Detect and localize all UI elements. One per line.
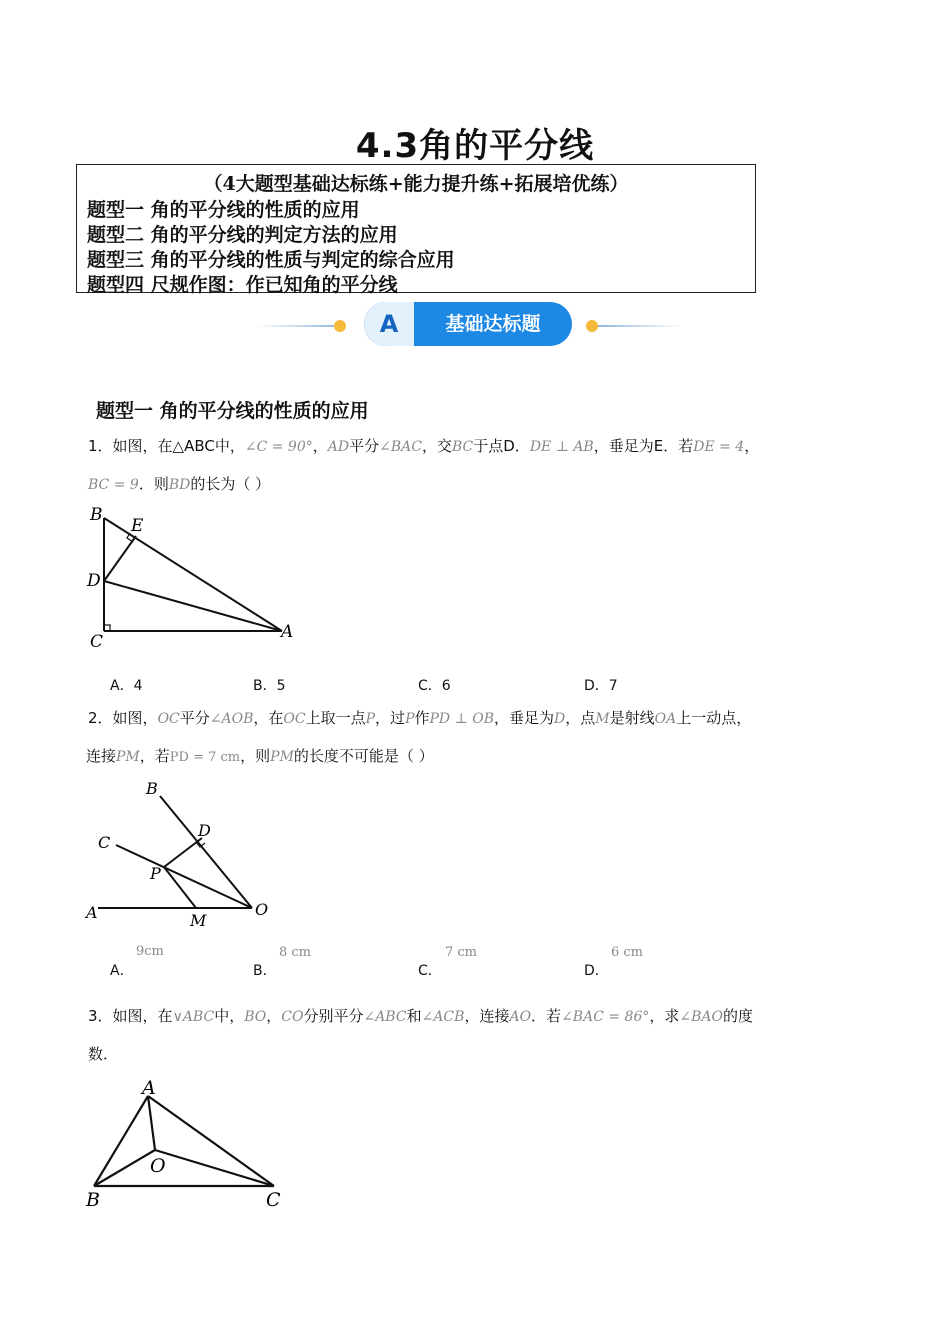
figure-q1 [80,500,300,650]
option-letter: C． [418,963,442,979]
text: ，若 [139,747,170,765]
text: ，连接 [464,1007,510,1025]
text: ，点 [565,709,596,727]
text: 上取一点 [305,709,366,727]
math: BC = 9 [88,477,139,493]
text: ，则 [240,747,271,765]
label-O: O [255,900,269,919]
text: 连接 [86,747,117,765]
math: DE = 4 [693,439,745,455]
option-letter: B． [253,963,277,979]
section-banner [364,302,572,346]
text: ， [312,437,328,455]
text: ， [744,437,760,455]
text: 中， [214,1007,245,1025]
label-B: B [146,779,158,798]
math: ∠BAO [679,1009,723,1025]
text: ， [266,1007,282,1025]
q2-option-d[interactable] [584,960,609,980]
label-C: C [266,1189,281,1211]
question-1-line-2 [88,474,270,495]
q2-option-a-value: 9cm [136,944,164,959]
math: PD = 7 cm [169,750,241,765]
text: 的长度不可能是（ ） [293,747,434,765]
q1-option-a[interactable]: A．4 [110,678,143,694]
question-2-line-1 [88,708,751,729]
banner-right-line [598,325,682,327]
page-title: 4.3角的平分线 [355,126,595,166]
toc-item-4: 题型四 尺规作图：作已知角的平分线 [87,274,398,296]
math: AD [327,439,350,455]
question-number: 2． [88,709,113,727]
math: ∠C = 90° [244,439,313,455]
q2-option-c[interactable] [418,960,442,980]
q2-option-b[interactable] [253,960,277,980]
banner-right-dot [586,320,598,332]
label-A: A [142,1077,156,1099]
toc-box [76,164,756,296]
label-C: C [90,632,104,650]
banner-letter: A [364,302,414,346]
math: ∠ABC [363,1009,407,1025]
math: ∠AOB [209,711,254,727]
text: ．则 [138,475,169,493]
math: OC [283,711,306,727]
banner-left-dot [334,320,346,332]
text: 上一动点， [676,709,752,727]
math: BC [451,439,474,455]
math: OC [157,711,180,727]
math: PM [116,749,140,765]
math: D [554,711,566,727]
math: PM [270,749,294,765]
math: ∨ABC [172,1009,215,1025]
label-E: E [131,516,144,536]
label-O: O [150,1155,166,1177]
q2-option-a[interactable] [110,960,134,980]
text: ．若 [531,1007,562,1025]
banner-text: 基础达标题 [445,313,541,335]
text: 平分 [349,437,380,455]
q2-option-d-value: 6 cm [611,945,644,960]
q2-option-c-value: 7 cm [445,945,478,960]
text: 和 [406,1007,422,1025]
text: ，在 [253,709,284,727]
question-2-line-2 [86,746,434,768]
math: PD ⊥ OB [429,711,494,727]
q1-option-c[interactable]: C．6 [418,678,451,694]
figure-q3 [80,1072,300,1218]
option-letter: A． [110,963,134,979]
section-heading: 题型一 角的平分线的性质的应用 [96,400,369,422]
text: 分别平分 [303,1007,364,1025]
question-3-line-2: 数． [88,1045,119,1063]
math: ∠BAC [379,439,422,455]
math: OA [654,711,677,727]
text: 如图，在 [112,1007,173,1025]
label-D: D [87,571,101,591]
option-letter: D． [584,963,609,979]
label-P: P [150,864,161,883]
q1-option-b[interactable]: B．5 [253,678,286,694]
q2-option-b-value: 8 cm [279,945,312,960]
text: 平分 [179,709,210,727]
text: ，交 [421,437,452,455]
toc-subtitle: （4大题型基础达标练+能力提升练+拓展培优练） [203,173,629,195]
text: ，垂足为E．若 [593,437,694,455]
math: P [365,711,376,727]
text: 的长为（ ） [190,475,271,493]
label-M: M [190,911,207,930]
math: ∠ACB [421,1009,465,1025]
math: ∠BAC = 86° [561,1009,650,1025]
math: DE ⊥ AB [529,439,594,455]
math: CO [281,1009,304,1025]
label-A: A [86,903,98,922]
text: 的度 [722,1007,753,1025]
text: 于点D． [473,437,530,455]
text: 作 [414,709,430,727]
figure-q2 [80,776,280,932]
math: BO [244,1009,267,1025]
toc-item-1: 题型一 角的平分线的性质的应用 [87,199,360,221]
question-1-line-1 [88,436,759,457]
question-3-line-1 [88,1006,753,1027]
math: P [405,711,415,727]
math: AO [509,1009,532,1025]
text: ，过 [375,709,406,727]
label-A: A [281,622,294,642]
q1-option-d[interactable]: D．7 [584,678,618,694]
banner-left-line [256,325,340,327]
question-number: 1． [88,437,113,455]
text: 如图，在△ABC中， [112,437,245,455]
label-C: C [98,833,111,852]
toc-item-2: 题型二 角的平分线的判定方法的应用 [87,224,398,246]
text: 如图， [112,709,158,727]
text: ，垂足为 [493,709,554,727]
math: BD [168,477,191,493]
label-B: B [86,1189,100,1211]
math: M [595,711,610,727]
text: 是射线 [609,709,655,727]
text: ，求 [649,1007,680,1025]
label-B: B [90,505,103,525]
toc-item-3: 题型三 角的平分线的性质与判定的综合应用 [87,249,455,271]
label-D: D [198,821,211,840]
question-number: 3． [88,1007,113,1025]
